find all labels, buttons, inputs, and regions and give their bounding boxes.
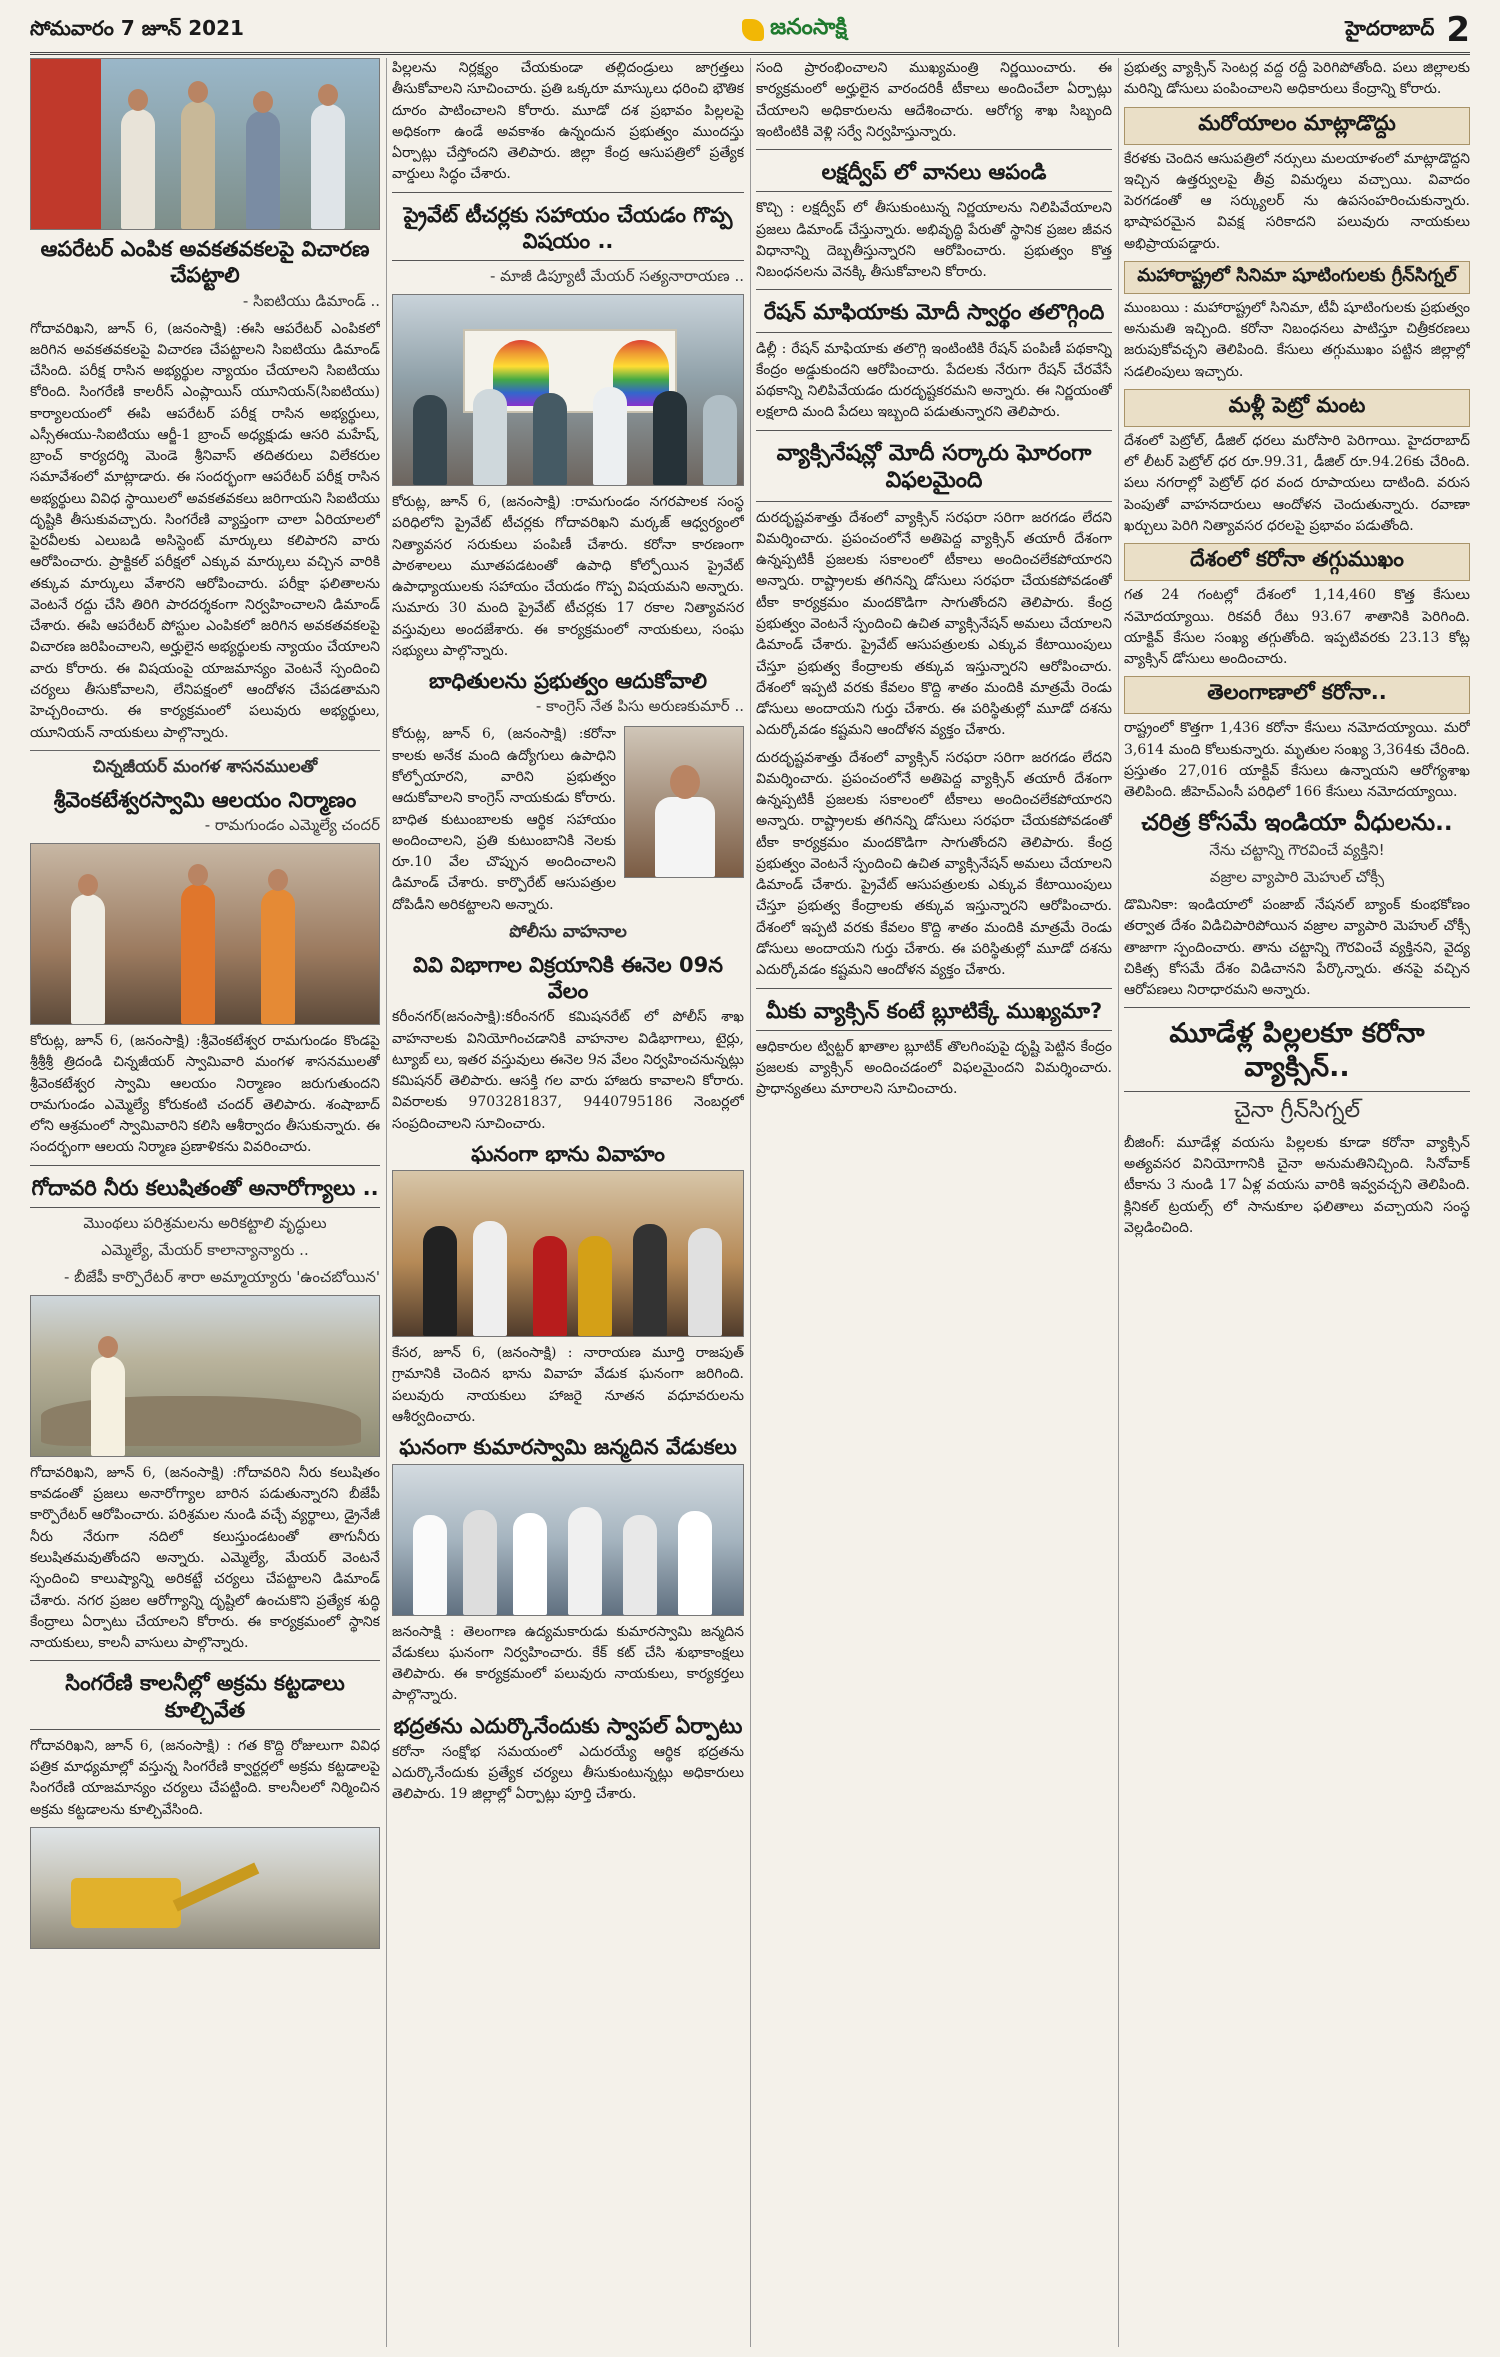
edition-city: హైదరాబాద్: [1345, 15, 1435, 40]
deck: నేను చట్టాన్ని గౌరవించే వ్యక్తిని!: [1209, 841, 1385, 860]
deck: ఎమ్మెల్యే, మేయర్ కాలాన్యాన్యారు ..: [101, 1240, 309, 1259]
article-body: దురదృష్టవశాత్తు దేశంలో వ్యాక్సిన్ సరఫరా సరిగా జరగడం లేదని విమర్శించారు. ప్రపంచంలోనే అతిపెద్ద వ్యాక్సిన్ తయారీ దేశంగా ఉన్నప్పటికీ ప్రజలకు సకాలంలో టీకాలు అందించలేకపోయారని అన్నారు. రాష్ట్రాలకు తగినన్ని డోసులు సరఫరా చేయకపోవడంతో టీకా కార్యక్రమం మందకొడిగా సాగుతోందని తెలిపారు. కేంద్ర ప్రభుత్వం వెంటనే స్పందించి ఉచిత వ్యాక్సినేషన్ అమలు చేయాలని డిమాండ్ చేశారు. ప్రైవేట్ ఆసుపత్రులకు ఎక్కువ కేటాయింపులు చేస్తూ ప్రభుత్వ కేంద్రాలకు తక్కువ ఇస్తున్నారని ఆరోపించారు. దేశంలో ఇప్పటి వరకు కేవలం కొద్ది శాతం మందికి మాత్రమే రెండు డోసులు అందాయని గుర్తు చేశారు. ఈ పరిస్థితుల్లో మూడో దశను ఎదుర్కోవడం కష్టమని ఆందోళన వ్యక్తం చేశారు.: [756, 749, 1112, 979]
headline-lakshadweep: లక్షద్వీప్ లో వానలు ఆపండి: [821, 160, 1047, 185]
article-body: రాష్ట్రంలో కొత్తగా 1,436 కరోనా కేసులు నమోదయ్యాయి. మరో 3,614 మంది కోలుకున్నారు. మృతుల సంఖ్య 3,364కు చేరింది. ప్రస్తుతం 27,016 యాక్టివ్ కేసులు ఉన్నాయని ఆరోగ్యశాఖ తెలిపింది. జీహెచ్ఎంసీ పరిధిలో 166 కేసులు నమోదయ్యాయి.: [1124, 720, 1470, 801]
article-body: గత 24 గంటల్లో దేశంలో 1,14,460 కొత్త కేసులు నమోదయ్యాయి. రికవరీ రేటు 93.67 శాతానికి పెరిగింది. యాక్టివ్ కేసుల సంఖ్య తగ్గుతోంది. ఇప్పటివరకు 23.13 కోట్ల వ్యాక్సిన్ డోసులు అందించారు.: [1124, 587, 1470, 668]
masthead-right: [1345, 10, 1470, 50]
article-body: కేసర, జూన్ 6, (జనంసాక్షి) : నారాయణ మూర్తి రాజపుత్ గ్రామానికి చెందిన భాను వివాహ వేడుక ఘనంగా జరిగింది. పలువురు నాయకులు హాజరై నూతన వధూవరులను ఆశీర్వదించారు.: [392, 1345, 744, 1425]
deck: మెుంథలు పరిశ్రమలను అరికట్టాలి వృద్ధులు: [83, 1213, 327, 1232]
article-body: కొచ్చి : లక్షద్వీప్ లో తీసుకుంటున్న నిర్ణయాలను నిలిపివేయాలని ప్రజలు డిమాండ్ చేస్తున్నారు. అభివృద్ధి పేరుతో స్థానిక ప్రజల జీవన విధానాన్ని దెబ్బతీస్తున్నారని ఆరోపించారు. ప్రభుత్వం కొత్త నిబంధనలను వెనక్కి తీసుకోవాలని కోరారు.: [756, 200, 1112, 281]
red-banner: [31, 59, 101, 229]
column-divider: [1118, 58, 1119, 2347]
headline-choksi: చరిత్ర కోసమే ఇండియా వీధులను..: [1141, 810, 1453, 837]
article-body: కరోనా సంక్షోభ సమయంలో ఎదురయ్యే ఆర్థిక భద్రతను ఎదుర్కొనేందుకు ప్రత్యేక చర్యలు తీసుకుంటున్నట్లు అధికారులు తెలిపారు. 19 జిల్లాల్లో ఏర్పాట్లు పూర్తి చేశారు.: [392, 1743, 744, 1803]
headline-vaccination-failure: వ్యాక్సినేషన్లో మోదీ సర్కారు ఘోరంగా విఫలమైంది: [776, 440, 1092, 494]
article-body-continued: పిల్లలను నిర్లక్ష్యం చేయకుండా తల్లిదండ్రులు జాగ్రత్తలు తీసుకోవాలని సూచించారు. ప్రతి ఒక్కరూ మాస్కులు ధరించి భౌతిక దూరం పాటించాలని కోరారు. మూడో దశ ప్రభావం పిల్లలపై అధికంగా ఉండే అవకాశం ఉన్నందున ప్రభుత్వం ముందస్తు ఏర్పాట్లు చేస్తోందని తెలిపారు. జిల్లా కేంద్ర ఆసుపత్రిలో ప్రత్యేక వార్డులు సిద్ధం చేశారు.: [392, 60, 744, 183]
article-body: కోరుట్ల, జూన్ 6, (జనంసాక్షి) :కరోనా కాలకు అనేక మంది ఉద్యోగులు ఉపాధిని కోల్పోయారని, వారిని ప్రభుత్వం ఆదుకోవాలని కాంగ్రెస్ నాయకుడు కోరారు. బాధిత కుటుంబాలకు ఆర్థిక సహాయం అందించాలని, ప్రతి కుటుంబానికి నెలకు రూ.10 వేల చొప్పున అందించాలని డిమాండ్ చేశారు. కార్పొరేట్ ఆసుపత్రుల దోపిడీని అరికట్టాలని అన్నారు.: [392, 726, 616, 913]
article-body: బీజింగ్: మూడేళ్ల వయసు పిల్లలకు కూడా కరోనా వ్యాక్సిన్ అత్యవసర వినియోగానికి చైనా అనుమతినిచ్చింది. సినోవాక్ టీకాను 3 నుండి 17 ఏళ్ల వయసు వారికి ఇవ్వవచ్చని తెలిపింది. క్లినికల్ ట్రయల్స్ లో సానుకూల ఫలితాలు వచ్చాయని సంస్థ వెల్లడించింది.: [1124, 1134, 1470, 1237]
headline-malayalam: మరోయాలం మాట్లాడొద్దు: [1124, 107, 1470, 145]
article-body-continued: సంది ప్రారంభించాలని ముఖ్యమంత్రి నిర్ణయించారు. ఈ కార్యక్రమంలో అర్హులైన వారందరికీ టీకాలు అందించేలా ఏర్పాట్లు చేయాలని అధికారులను ఆదేశించారు. ఆరోగ్య శాఖ సిబ్బంది ఇంటింటికి వెళ్లి సర్వే నిర్వహిస్తున్నారు.: [756, 60, 1112, 140]
headline-security: భద్రతను ఎదుర్కొనేందుకు స్వాపల్ ఏర్పాటు: [393, 1713, 743, 1738]
news-photo-distribution-event: [392, 294, 744, 486]
byline: - సిఐటియు డిమాండ్ ..: [242, 291, 380, 310]
headline-private-teachers-help: ప్రైవేట్ టీచర్లకు సహాయం చేయడం గొప్ప విషయం ..: [403, 202, 733, 253]
newspaper-name: జనంసాక్షి: [770, 15, 848, 40]
article-body: ముంబయి : మహారాష్ట్రలో సినిమా, టీవీ షూటింగులకు ప్రభుత్వం అనుమతి ఇచ్చింది. కరోనా నిబంధనలు పాటిస్తూ చిత్రీకరణలు జరుపుకోవచ్చని తెలిపింది. కేసులు తగ్గుముఖం పట్టిన జిల్లాల్లో సడలింపులు ఇచ్చారు.: [1124, 299, 1470, 380]
column-3: [756, 58, 1112, 2347]
article-body: ఆధికారుల ట్విట్టర్ ఖాతాల బ్లూటిక్ తొలగింపుపై దృష్టి పెట్టిన కేంద్రం ప్రజలకు వ్యాక్సిన్ అందించడంలో విఫలమైందని విమర్శించారు. ప్రాధాన్యతలు మారాలని సూచించారు.: [756, 1038, 1112, 1098]
headline-china-vaccine: మూడేళ్ల పిల్లలకూ కరోనా వ్యాక్సిన్..: [1169, 1018, 1425, 1084]
news-photo-waste-site: [30, 1295, 380, 1457]
masthead: [30, 8, 1470, 55]
article-body: గోదావరిఖని, జూన్ 6, (జనంసాక్షి) :గోదావరిని నీరు కలుషితం కావడంతో ప్రజలు అనారోగ్యాల బారిన పడుతున్నారని బీజేపీ కార్పొరేటర్ ఆరోపించారు. పరిశ్రమల నుండి వచ్చే వ్యర్థాలు, డ్రైనేజీ నీరు నేరుగా నదిలో కలుస్తుండటంతో తాగునీరు కలుషితమవుతోందని అన్నారు. ఎమ్మెల్యే, మేయర్ వెంటనే స్పందించి కాలుష్యాన్ని అరికట్టే చర్యలు చేపట్టాలని డిమాండ్ చేశారు. నగర ప్రజల ఆరోగ్యాన్ని దృష్టిలో ఉంచుకొని ప్రత్యేక శుద్ధి కేంద్రాలు ఏర్పాటు చేయాలని కోరారు. ఈ కార్యక్రమంలో స్థానిక నాయకులు, కాలనీ వాసులు పాల్గొన్నారు.: [30, 1464, 380, 1652]
headline-telangana-covid: తెలంగాణాలో కరోనా..: [1124, 676, 1470, 714]
page-number: 2: [1446, 10, 1470, 50]
article-body: గోదావరిఖని, జూన్ 6, (జనంసాక్షి) :ఈసి ఆపరేటర్ ఎంపికలో జరిగిన అవకతవకలపై విచారణ చేపట్టాలని సిఐటియు డిమాండ్ చేసింది. పరీక్ష రాసిన అభ్యర్థుల న్యాయం చేయాలని సిఐటియు కోరింది. సింగరేణి కాలరీస్ ఎంప్లాయిస్ యూనియన్(సిఐటియు) కార్యాలయంలో ఈపి ఆపరేటర్ పరీక్ష రాసిన అభ్యర్థులు, ఎస్సీఈయు-సిఐటియు ఆర్జీ-1 బ్రాంచ్ అధ్యక్షుడు ఆసరి మహేష్, బ్రాంచ్ కార్యదర్శి మెండె శ్రీనివాస్ తదితరులు విలేకరుల సమావేశంలో మాట్లాడారు. ఈ సందర్భంగా ఆపరేటర్ పరీక్ష రాసిన అభ్యర్థులు వివిధ స్థాయిలలో అవకతవకలు జరిగాయని సిఐటియు దృష్టికి తీసుకువచ్చారు. సింగరేణి వ్యాప్తంగా చాలా ఏరియాలలో పైరవీలకు ఎలుబడి అసిస్టెంట్ మార్కులు కలిపారని వారు ఆరోపించారు. ప్రాక్టికల్ పరీక్షలో ఎక్కువ మార్కులు వచ్చిన వారికి తక్కువ మార్కులు వేశారని ఆరోపించారు. పరీక్షా ఫలితాలను వెంటనే రద్దు చేసి తిరిగి పారదర్శకంగా నిర్వహించాలని డిమాండ్ చేశారు. ఈపి ఆపరేటర్ పోస్టుల ఎంపికలో జరిగిన అవకతవకలపై విచారణ జరిపించాలని, అర్హులైన అభ్యర్థులకు న్యాయం చేయాలని వారు కోరారు. ఈ విషయంపై యాజమాన్యం వెంటనే స్పందించి చర్యలు తీసుకోవాలని, లేనిపక్షంలో ఆందోళన చేపడతామని హెచ్చరించారు. ఈ కార్యక్రమంలో పలువురు అభ్యర్థులు, యూనియన్ నాయకులు పాల్గొన్నారు.: [30, 320, 380, 741]
issue-date: సోమవారం 7 జూన్ 2021: [30, 15, 244, 40]
headline-ration-mafia: రేషన్ మాఫియాకు మోదీ స్వార్థం తలొగ్గింది: [763, 300, 1105, 325]
article-body: గోదావరిఖని, జూన్ 6, (జనంసాక్షి) : గత కొద్ది రోజులుగా వివిధ పత్రిక మాధ్యమాల్లో వస్తున్న సింగరేణి క్వార్టర్లలో అక్రమ కట్టడాలపై సింగరేణి యాజమాన్యం చర్యలు చేపట్టింది. కాలనీలలో నిర్మించిన అక్రమ కట్టడాలను కూల్చివేసింది.: [30, 1737, 380, 1818]
headline-wedding: ఘనంగా భాను వివాహం: [471, 1141, 665, 1166]
news-photo-union-meeting: [30, 58, 380, 230]
article-body: దేశంలో పెట్రోల్, డీజిల్ ధరలు మరోసారి పెరిగాయి. హైదరాబాద్ లో లీటర్ పెట్రోల్ ధర రూ.99.31, డీజిల్ రూ.94.26కు చేరింది. పలు నగరాల్లో పెట్రోల్ ధర వంద రూపాయలు దాటింది. వరుస పెంపుతో వాహనదారులు ఆందోళన చెందుతున్నారు. రవాణా ఖర్చులు పెరిగి నిత్యావసర ధరలపై ప్రభావం పడుతోంది.: [1124, 432, 1470, 534]
article-body: కరీంనగర్(జనంసాక్షి):కరీంనగర్ కమిషనరేట్ లో పోలీస్ శాఖ వాహనాలకు వినియోగించడానికి వాహనాల విడిభాగాలు, టైర్లు, ట్యూబ్ లు, ఇతర వస్తువులు ఈనెల 9న వేలం నిర్వహించనున్నట్లు కమిషనర్ తెలిపారు. ఆసక్తి గల వారు హాజరు కావాలని కోరారు. వివరాలకు 9703281837, 9440795186 నెంబర్లలో సంప్రదించాలని సూచించారు.: [392, 1009, 744, 1132]
divider: [30, 750, 380, 751]
article-body: కేరళకు చెందిన ఆసుపత్రిలో నర్సులు మలయాళంలో మాట్లాడొద్దని ఇచ్చిన ఉత్తర్వులపై తీవ్ర విమర్శలు వచ్చాయి. వివాదం పెరగడంతో ఆ సర్క్యులర్ ను ఉపసంహరించుకున్నారు. భాషాపరమైన వివక్ష సరికాదని పలువురు నాయకులు అభిప్రాయపడ్డారు.: [1124, 150, 1470, 252]
news-photo-demolition: [30, 1827, 380, 1949]
headline-birthday: ఘనంగా కుమారస్వామి జన్మదిన వేడుకలు: [399, 1435, 737, 1460]
headline-police-auction: వివి విభాగాల విక్రయానికి ఈనెల 09న వేలం: [413, 952, 723, 1004]
news-photo-birthday: [392, 1464, 744, 1616]
logo-icon: [742, 19, 764, 41]
column-1: [30, 58, 380, 2347]
deck: వజ్రాల వ్యాపారి మెహుల్ చోక్సీ: [1209, 868, 1385, 887]
headline-illegal-structures: సింగరేణి కాలనీల్లో అక్రమ కట్టడాలు కూల్చివేత: [65, 1671, 345, 1722]
byline: - మాజీ డిప్యూటీ మేయర్ సత్యనారాయణ ..: [490, 267, 744, 286]
article-body-continued: ప్రభుత్వ వ్యాక్సిన్ సెంటర్ల వద్ద రద్దీ పెరిగిపోతోంది. పలు జిల్లాలకు మరిన్ని డోసులు పంపించాలని అధికారులు కేంద్రాన్ని కోరారు.: [1124, 60, 1470, 98]
headline-bluetick: మీకు వ్యాక్సిన్ కంటే బ్లూటిక్కే ముఖ్యమా?: [765, 998, 1103, 1023]
article-body: కోరుట్ల, జూన్ 6, (జనంసాక్షి) :రామగుండం నగరపాలక సంస్థ పరిధిలోని ప్రైవేట్ టీచర్లకు గోదావరిఖని మర్కజ్ ఆధ్వర్యంలో నిత్యావసర సరుకులు పంపిణీ చేశారు. కరోనా కారణంగా పాఠశాలలు మూతపడటంతో ఉపాధి కోల్పోయిన ప్రైవేట్ ఉపాధ్యాయులకు సహాయం చేయడం గొప్ప విషయమని అన్నారు. సుమారు 30 మంది ప్రైవేట్ టీచర్లకు 17 రకాల నిత్యావసర వస్తువులు అందజేశారు. ఈ కార్యక్రమంలో నాయకులు, సంఘ సభ్యులు పాల్గొన్నారు.: [392, 494, 744, 659]
headline-petrol-price: మళ్లీ పెట్రో మంట: [1124, 389, 1470, 427]
news-photo-temple-visit: [30, 843, 380, 1025]
column-2: [392, 58, 744, 2347]
newspaper-logo: [742, 15, 847, 45]
headline-godavari-pollution: గోదావరి నీరు కలుషితంతో అనారోగ్యాలు ..: [31, 1175, 379, 1200]
column-divider: [750, 58, 751, 2347]
headline-maharashtra-shooting: మహారాష్ట్రలో సినిమా షూటింగులకు గ్రీన్‌సిగ్నల్: [1124, 261, 1470, 294]
deck: చైనా గ్రీన్‌సిగ్నల్: [1233, 1097, 1361, 1123]
article-body: జనంసాక్షి : తెలంగాణ ఉద్యమకారుడు కుమారస్వామి జన్మదిన వేడుకలు ఘనంగా నిర్వహించారు. కేక్ కట్ చేసి శుభాకాంక్షలు తెలిపారు. ఈ కార్యక్రమంలో పలువురు నాయకులు, కార్యకర్తలు పాల్గొన్నారు.: [392, 1623, 744, 1704]
byline: - కాంగ్రెస్ నేత పిసు అరుణకుమార్ ..: [535, 697, 744, 716]
kicker: పోలీసు వాహనాల: [509, 921, 627, 942]
byline: - బీజేపీ కార్పొరేటర్ శారా అమ్మాయ్యారు 'ఉంచబోయిన': [63, 1267, 380, 1286]
article-body: దురదృష్టవశాత్తు దేశంలో వ్యాక్సిన్ సరఫరా సరిగా జరగడం లేదని విమర్శించారు. ప్రపంచంలోనే అతిపెద్ద వ్యాక్సిన్ తయారీ దేశంగా ఉన్నప్పటికీ ప్రజలకు సకాలంలో టీకాలు అందించలేకపోయారని అన్నారు. రాష్ట్రాలకు తగినన్ని డోసులు సరఫరా చేయకపోవడంతో టీకా కార్యక్రమం మందకొడిగా సాగుతోందని తెలిపారు. కేంద్ర ప్రభుత్వం వెంటనే స్పందించి ఉచిత వ్యాక్సినేషన్ అమలు చేయాలని డిమాండ్ చేశారు. ప్రైవేట్ ఆసుపత్రులకు ఎక్కువ కేటాయింపులు చేస్తూ ప్రభుత్వ కేంద్రాలకు తక్కువ ఇస్తున్నారని ఆరోపించారు. దేశంలో ఇప్పటి వరకు కేవలం కొద్ది శాతం మందికి మాత్రమే రెండు డోసులు అందాయని గుర్తు చేశారు. ఈ పరిస్థితుల్లో మూడో దశను ఎదుర్కోవడం కష్టమని ఆందోళన వ్యక్తం చేశారు.: [756, 509, 1112, 739]
portrait-photo: [624, 726, 744, 878]
headline-operator-selection: ఆపరేటర్ ఎంపిక అవకతవకలపై విచారణ చేపట్టాలి: [40, 237, 370, 288]
article-body: డిల్లీ : రేషన్ మాఫియాకు తలొగ్గి ఇంటింటికి రేషన్ పంపిణీ పథకాన్ని కేంద్రం అడ్డుకుందని ఆరోపించారు. పేదలకు నేరుగా రేషన్ చేరవేసే పథకాన్ని నిలిపివేయడం దురదృష్టకరమని అన్నారు. ఈ నిర్ణయంతో లక్షలాది మంది పేదలు ఇబ్బంది పడుతున్నారని తెలిపారు.: [756, 340, 1112, 421]
article-body: డొమినికా: ఇండియాలో పంజాబ్ నేషనల్ బ్యాంక్ కుంభకోణం తర్వాత దేశం విడిచిపారిపోయిన వజ్రాల వ్యాపారి మెహుల్ చోక్సీ తాజాగా స్పందించారు. తాను చట్టాన్ని గౌరవించే వ్యక్తినని, వైద్య చికిత్స కోసమే దేశం విడిచానని పేర్కొన్నారు. తనపై వచ్చిన ఆరోపణలు నిరాధారమని అన్నారు.: [1124, 897, 1470, 999]
headline-covid-decline: దేశంలో కరోనా తగ్గుముఖం: [1124, 543, 1470, 581]
byline: - రామగుండం ఎమ్మెల్యే చందర్: [204, 816, 380, 835]
kicker: చిన్నజీయర్ మంగళ శాసనములతో: [92, 756, 318, 777]
headline-temple-construction: శ్రీవెంకటేశ్వరస్వామి ఆలయం నిర్మాణం: [53, 787, 357, 812]
headline-victims-support: బాధితులను ప్రభుత్వం ఆదుకోవాలి: [428, 669, 708, 694]
news-photo-wedding: [392, 1170, 744, 1337]
article-body: కోరుట్ల, జూన్ 6, (జనంసాక్షి) :శ్రీవెంకటేశ్వర రామగుండం కొండపై శ్రీశ్రీశ్రీ త్రిదండి చిన్నజీయర్ స్వామివారి మంగళ శాసనములతో శ్రీవెంకటేశ్వర స్వామి ఆలయం నిర్మాణం జరుగుతుందని రామగుండం ఎమ్మెల్యే కోరుకంటి చందర్ తెలిపారు. శంషాబాద్ లోని ఆశ్రమంలో స్వామివారిని కలిసి ఆశీర్వాదం తీసుకున్నారు. ఈ సందర్భంగా ఆలయ నిర్మాణ ప్రణాళికను వివరించారు.: [30, 1033, 380, 1156]
column-4: [1124, 58, 1470, 2347]
column-divider: [386, 58, 387, 2347]
